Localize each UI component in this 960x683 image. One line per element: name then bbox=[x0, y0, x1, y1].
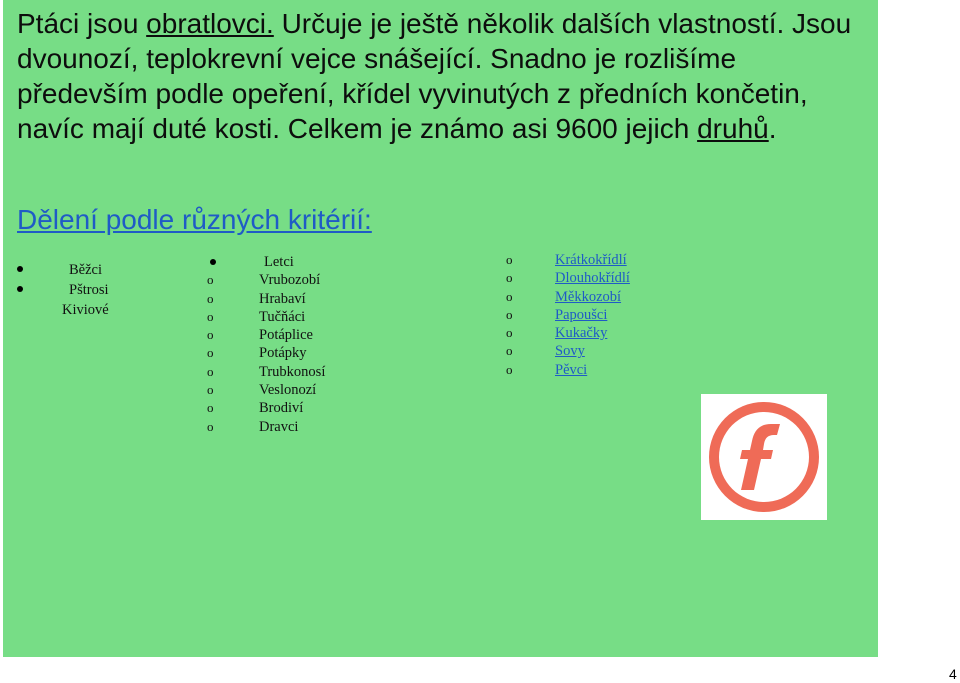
link-obratlovci[interactable]: obratlovci. bbox=[146, 8, 274, 39]
bullet-icon bbox=[17, 266, 23, 272]
intro-text-3: . bbox=[768, 113, 777, 144]
list-item-label: Trubkonosí bbox=[259, 363, 326, 380]
list-item bbox=[14, 300, 144, 320]
list-item-label: Letci bbox=[264, 254, 294, 270]
list-item bbox=[506, 306, 726, 324]
circle-bullet-icon: o bbox=[506, 306, 513, 322]
list-item bbox=[506, 269, 726, 287]
bullet-icon bbox=[210, 259, 216, 265]
list-item-label: Brodiví bbox=[259, 400, 304, 417]
page-number: 4 bbox=[949, 666, 957, 682]
circle-bullet-icon: o bbox=[207, 418, 214, 434]
list-item-label: Hrabaví bbox=[259, 290, 306, 307]
link-sovy[interactable]: Sovy bbox=[555, 343, 585, 360]
list-item bbox=[14, 280, 144, 300]
circle-bullet-icon: o bbox=[207, 327, 214, 343]
circle-bullet-icon: o bbox=[207, 290, 214, 306]
list-item-label: Veslonozí bbox=[259, 382, 317, 399]
circle-bullet-icon: o bbox=[506, 288, 513, 304]
intro-text-1: Ptáci jsou bbox=[17, 8, 147, 39]
circle-bullet-icon: o bbox=[506, 325, 513, 341]
list-item bbox=[506, 342, 726, 360]
circle-bullet-icon: o bbox=[506, 361, 513, 377]
list-item-label: Kiviové bbox=[62, 302, 109, 318]
circle-bullet-icon: o bbox=[207, 272, 214, 288]
link-dlouhokridli[interactable]: Dlouhokřídlí bbox=[555, 270, 630, 287]
list-item bbox=[207, 326, 407, 344]
link-kratkokridli[interactable]: Krátkokřídlí bbox=[555, 252, 627, 268]
circle-bullet-icon: o bbox=[207, 400, 214, 416]
list-item-label: Vrubozobí bbox=[259, 272, 321, 289]
list-item bbox=[207, 344, 407, 362]
list-item bbox=[207, 399, 407, 417]
list-item bbox=[506, 361, 726, 379]
list-item bbox=[207, 290, 407, 308]
intro-text-2: Určuje je ještě několik dalších vlastností. Jsou dvounozí, teplokrevní vejce snášející. Snadno je rozlišíme především podle opeření, křídel vyvinutých z předních končetin, navíc mají duté kosti. Celkem je známo asi 9600 jejich bbox=[17, 8, 852, 144]
link-kukacky[interactable]: Kukačky bbox=[555, 325, 608, 342]
flash-logo-icon[interactable] bbox=[701, 394, 827, 520]
list-item bbox=[506, 324, 726, 342]
list-item-label: Dravci bbox=[259, 418, 299, 435]
circle-bullet-icon: o bbox=[207, 382, 214, 398]
bullet-icon bbox=[17, 286, 23, 292]
list-item bbox=[14, 260, 144, 280]
link-mekkozobi[interactable]: Měkkozobí bbox=[555, 288, 622, 305]
circle-bullet-icon: o bbox=[207, 308, 214, 324]
list-item bbox=[207, 418, 407, 436]
circle-bullet-icon: o bbox=[207, 345, 214, 361]
ratites-list bbox=[14, 260, 144, 320]
list-item bbox=[207, 363, 407, 381]
circle-bullet-icon: o bbox=[207, 363, 214, 379]
list-item bbox=[207, 271, 407, 289]
circle-bullet-icon: o bbox=[506, 270, 513, 286]
flyers-list bbox=[207, 253, 407, 436]
list-item-label: Pštrosi bbox=[69, 282, 109, 298]
list-item-label: Tučňáci bbox=[259, 308, 306, 325]
list-item-label: Potápky bbox=[259, 345, 307, 362]
list-item-label: Běžci bbox=[69, 262, 103, 278]
list-item-label: Potáplice bbox=[259, 327, 313, 344]
list-item bbox=[207, 308, 407, 326]
list-item bbox=[506, 288, 726, 306]
criteria-heading-link[interactable]: Dělení podle různých kritérií: bbox=[17, 204, 372, 235]
list-item bbox=[207, 253, 407, 271]
intro-paragraph bbox=[17, 6, 867, 146]
bird-orders-links bbox=[506, 251, 726, 379]
link-papousci[interactable]: Papoušci bbox=[555, 306, 608, 323]
flash-logo-graphic bbox=[701, 394, 827, 520]
circle-bullet-icon: o bbox=[506, 252, 513, 267]
list-item bbox=[506, 251, 726, 269]
list-item bbox=[207, 381, 407, 399]
link-druhu[interactable]: druhů bbox=[697, 113, 769, 144]
link-pevci[interactable]: Pěvci bbox=[555, 361, 588, 378]
circle-bullet-icon: o bbox=[506, 343, 513, 359]
